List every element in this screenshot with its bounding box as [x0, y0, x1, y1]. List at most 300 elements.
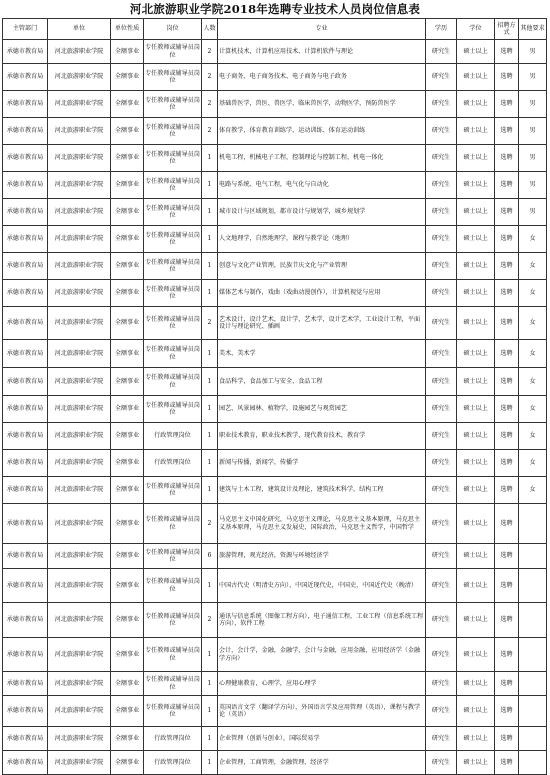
cell-num: 1: [202, 396, 218, 423]
cell-major: 园艺、风景园林、植物学，设施园艺与观赏园艺: [218, 396, 426, 423]
cell-method: 选聘: [495, 172, 519, 199]
cell-post: 专任教师或辅导员岗位: [144, 280, 202, 307]
cell-edu: 研究生: [426, 569, 457, 603]
cell-method: 选聘: [495, 40, 519, 64]
cell-nature: 全额事业: [111, 396, 144, 423]
cell-other: 男: [519, 172, 547, 199]
cell-method: 选聘: [495, 504, 519, 544]
cell-post: 专任教师或辅导员岗位: [144, 638, 202, 672]
cell-dept: 承德市教育局: [3, 569, 48, 603]
cell-method: 选聘: [495, 91, 519, 118]
cell-edu: 研究生: [426, 226, 457, 253]
cell-post: 专任教师或辅导员岗位: [144, 64, 202, 91]
cell-post: 专任教师或辅导员岗位: [144, 307, 202, 340]
cell-nature: 全额事业: [111, 145, 144, 172]
cell-major: 人文地理学，自然地理学，课程与教学论（地理）: [218, 226, 426, 253]
cell-unit: 河北旅游职业学院: [48, 696, 111, 727]
cell-num: 6: [202, 544, 218, 569]
cell-method: 选聘: [495, 340, 519, 368]
cell-method: 选聘: [495, 450, 519, 477]
cell-other: [519, 544, 547, 569]
cell-major: 旅游管理，观光经济，资源与环境经济学: [218, 544, 426, 569]
cell-degree: 硕士以上: [457, 307, 495, 340]
cell-degree: 硕士以上: [457, 672, 495, 696]
table-row: [3, 569, 547, 603]
header-row: [3, 19, 547, 40]
cell-num: 1: [202, 751, 218, 775]
table-body: [3, 40, 547, 775]
cell-num: 1: [202, 340, 218, 368]
cell-degree: 硕士以上: [457, 396, 495, 423]
cell-unit: 河北旅游职业学院: [48, 307, 111, 340]
cell-other: 女: [519, 340, 547, 368]
cell-dept: 承德市教育局: [3, 280, 48, 307]
cell-edu: 研究生: [426, 368, 457, 396]
cell-post: 专任教师或辅导员岗位: [144, 672, 202, 696]
cell-major: 企业管理，工商管理，金融管理，经济学: [218, 751, 426, 775]
cell-major: 食品科学，食品加工与安全、食品工程: [218, 368, 426, 396]
table-row: [3, 118, 547, 145]
cell-degree: 硕士以上: [457, 751, 495, 775]
cell-post: 专任教师或辅导员岗位: [144, 477, 202, 504]
cell-edu: 研究生: [426, 477, 457, 504]
table-row: [3, 423, 547, 450]
cell-edu: 研究生: [426, 145, 457, 172]
cell-nature: 全额事业: [111, 727, 144, 751]
cell-unit: 河北旅游职业学院: [48, 226, 111, 253]
col-header-degree: 学位: [457, 19, 495, 40]
cell-edu: 研究生: [426, 280, 457, 307]
cell-dept: 承德市教育局: [3, 368, 48, 396]
cell-degree: 硕士以上: [457, 64, 495, 91]
cell-post: 行政管理岗位: [144, 751, 202, 775]
cell-num: 1: [202, 368, 218, 396]
cell-degree: 硕士以上: [457, 199, 495, 226]
cell-dept: 承德市教育局: [3, 751, 48, 775]
cell-method: 选聘: [495, 696, 519, 727]
table-row: [3, 504, 547, 544]
cell-degree: 硕士以上: [457, 253, 495, 280]
cell-unit: 河北旅游职业学院: [48, 118, 111, 145]
cell-edu: 研究生: [426, 544, 457, 569]
cell-unit: 河北旅游职业学院: [48, 199, 111, 226]
cell-major: 企业管理（创新与创业），国际贸易学: [218, 727, 426, 751]
cell-edu: 研究生: [426, 751, 457, 775]
cell-post: 专任教师或辅导员岗位: [144, 253, 202, 280]
table-row: [3, 544, 547, 569]
cell-method: 选聘: [495, 672, 519, 696]
col-header-edu: 学历: [426, 19, 457, 40]
table-row: [3, 64, 547, 91]
cell-dept: 承德市教育局: [3, 450, 48, 477]
cell-nature: 全额事业: [111, 569, 144, 603]
cell-dept: 承德市教育局: [3, 199, 48, 226]
cell-num: 2: [202, 307, 218, 340]
table-row: [3, 696, 547, 727]
table-row: [3, 340, 547, 368]
positions-table: [2, 18, 547, 775]
cell-num: 1: [202, 569, 218, 603]
cell-post: 专任教师或辅导员岗位: [144, 40, 202, 64]
cell-method: 选聘: [495, 226, 519, 253]
cell-unit: 河北旅游职业学院: [48, 603, 111, 638]
cell-major: 会计，会计学，金融，金融学，会计与金融，应用金融，应用经济学（金融学方向）: [218, 638, 426, 672]
cell-major: 美术、美术学: [218, 340, 426, 368]
cell-degree: 硕士以上: [457, 569, 495, 603]
cell-num: 1: [202, 638, 218, 672]
col-header-dept: 主管部门: [3, 19, 48, 40]
cell-other: [519, 696, 547, 727]
col-header-major: 专业: [218, 19, 426, 40]
cell-edu: 研究生: [426, 423, 457, 450]
cell-degree: 硕士以上: [457, 603, 495, 638]
cell-method: 选聘: [495, 253, 519, 280]
cell-nature: 全额事业: [111, 340, 144, 368]
cell-nature: 全额事业: [111, 368, 144, 396]
cell-nature: 全额事业: [111, 280, 144, 307]
cell-dept: 承德市教育局: [3, 172, 48, 199]
table-row: [3, 751, 547, 775]
cell-num: 1: [202, 477, 218, 504]
cell-post: 行政管理岗位: [144, 423, 202, 450]
cell-other: [519, 603, 547, 638]
cell-degree: 硕士以上: [457, 544, 495, 569]
cell-nature: 全额事业: [111, 638, 144, 672]
cell-method: 选聘: [495, 396, 519, 423]
cell-dept: 承德市教育局: [3, 603, 48, 638]
cell-unit: 河北旅游职业学院: [48, 751, 111, 775]
cell-other: [519, 504, 547, 544]
cell-dept: 承德市教育局: [3, 727, 48, 751]
cell-other: 女: [519, 368, 547, 396]
cell-method: 选聘: [495, 751, 519, 775]
col-header-method: 招聘方式: [495, 19, 519, 40]
cell-degree: 硕士以上: [457, 504, 495, 544]
cell-edu: 研究生: [426, 91, 457, 118]
cell-edu: 研究生: [426, 638, 457, 672]
cell-method: 选聘: [495, 544, 519, 569]
cell-other: [519, 638, 547, 672]
cell-dept: 承德市教育局: [3, 145, 48, 172]
table-row: [3, 368, 547, 396]
cell-other: 男: [519, 145, 547, 172]
cell-method: 选聘: [495, 145, 519, 172]
cell-other: 男: [519, 199, 547, 226]
cell-dept: 承德市教育局: [3, 396, 48, 423]
cell-other: 男: [519, 40, 547, 64]
cell-dept: 承德市教育局: [3, 477, 48, 504]
table-row: [3, 253, 547, 280]
cell-post: 专任教师或辅导员岗位: [144, 145, 202, 172]
cell-other: [519, 727, 547, 751]
table-row: [3, 638, 547, 672]
cell-method: 选聘: [495, 603, 519, 638]
cell-num: 1: [202, 672, 218, 696]
table-row: [3, 672, 547, 696]
cell-num: 1: [202, 450, 218, 477]
cell-degree: 硕士以上: [457, 696, 495, 727]
cell-num: 2: [202, 603, 218, 638]
table-row: [3, 450, 547, 477]
cell-num: 2: [202, 504, 218, 544]
cell-nature: 全额事业: [111, 253, 144, 280]
cell-method: 选聘: [495, 118, 519, 145]
cell-num: 1: [202, 172, 218, 199]
cell-method: 选聘: [495, 280, 519, 307]
cell-dept: 承德市教育局: [3, 64, 48, 91]
cell-degree: 硕士以上: [457, 340, 495, 368]
cell-method: 选聘: [495, 423, 519, 450]
cell-other: 女: [519, 226, 547, 253]
table-row: [3, 226, 547, 253]
cell-post: 专任教师或辅导员岗位: [144, 172, 202, 199]
cell-unit: 河北旅游职业学院: [48, 638, 111, 672]
cell-degree: 硕士以上: [457, 423, 495, 450]
cell-num: 1: [202, 423, 218, 450]
table-row: [3, 307, 547, 340]
cell-other: [519, 751, 547, 775]
cell-degree: 硕士以上: [457, 727, 495, 751]
cell-other: 女: [519, 253, 547, 280]
cell-major: 机电工程，机械电子工程，控制理论与控制工程，机电一体化: [218, 145, 426, 172]
cell-major: 基础兽医学，兽医、兽医学、临床兽医学，动物医学，预防兽医学: [218, 91, 426, 118]
cell-edu: 研究生: [426, 340, 457, 368]
cell-nature: 全额事业: [111, 477, 144, 504]
cell-major: 城市设计与区域规划，都市设计与规划学，城乡规划学: [218, 199, 426, 226]
cell-dept: 承德市教育局: [3, 544, 48, 569]
cell-method: 选聘: [495, 199, 519, 226]
cell-unit: 河北旅游职业学院: [48, 91, 111, 118]
cell-num: 2: [202, 118, 218, 145]
cell-unit: 河北旅游职业学院: [48, 172, 111, 199]
cell-num: 2: [202, 40, 218, 64]
cell-other: 女: [519, 280, 547, 307]
cell-method: 选聘: [495, 727, 519, 751]
cell-nature: 全额事业: [111, 40, 144, 64]
cell-major: 职业技术教育，职业技术教学，现代教育技术，教育学: [218, 423, 426, 450]
cell-major: 计算机技术，计算机应用技术、计算机软件与理论: [218, 40, 426, 64]
cell-nature: 全额事业: [111, 64, 144, 91]
cell-nature: 全额事业: [111, 118, 144, 145]
cell-nature: 全额事业: [111, 450, 144, 477]
cell-dept: 承德市教育局: [3, 91, 48, 118]
cell-unit: 河北旅游职业学院: [48, 145, 111, 172]
cell-major: 中国古代史（明清史方向）、中国近现代史，中国史，中国近代史（晚清）: [218, 569, 426, 603]
table-row: [3, 145, 547, 172]
cell-num: 1: [202, 727, 218, 751]
cell-method: 选聘: [495, 307, 519, 340]
cell-degree: 硕士以上: [457, 40, 495, 64]
cell-post: 专任教师或辅导员岗位: [144, 603, 202, 638]
cell-num: 2: [202, 91, 218, 118]
cell-unit: 河北旅游职业学院: [48, 340, 111, 368]
cell-nature: 全额事业: [111, 172, 144, 199]
cell-edu: 研究生: [426, 672, 457, 696]
cell-num: 1: [202, 199, 218, 226]
cell-nature: 全额事业: [111, 199, 144, 226]
cell-nature: 全额事业: [111, 672, 144, 696]
cell-major: 体育教学，体育教育训练学，运动训练、体育运动训练: [218, 118, 426, 145]
cell-unit: 河北旅游职业学院: [48, 504, 111, 544]
cell-unit: 河北旅游职业学院: [48, 64, 111, 91]
cell-other: 女: [519, 396, 547, 423]
cell-nature: 全额事业: [111, 423, 144, 450]
cell-major: 新闻与传播，新闻学，传播学: [218, 450, 426, 477]
cell-num: 1: [202, 696, 218, 727]
cell-unit: 河北旅游职业学院: [48, 280, 111, 307]
cell-degree: 硕士以上: [457, 145, 495, 172]
table-row: [3, 477, 547, 504]
cell-degree: 硕士以上: [457, 368, 495, 396]
cell-unit: 河北旅游职业学院: [48, 396, 111, 423]
cell-nature: 全额事业: [111, 696, 144, 727]
cell-edu: 研究生: [426, 199, 457, 226]
cell-edu: 研究生: [426, 307, 457, 340]
cell-method: 选聘: [495, 638, 519, 672]
cell-major: 建筑与土木工程，建筑设计及理论，建筑技术科学，结构工程: [218, 477, 426, 504]
cell-num: 1: [202, 145, 218, 172]
cell-num: 1: [202, 253, 218, 280]
col-header-num: 人数: [202, 19, 218, 40]
cell-nature: 全额事业: [111, 91, 144, 118]
cell-edu: 研究生: [426, 396, 457, 423]
cell-unit: 河北旅游职业学院: [48, 450, 111, 477]
cell-dept: 承德市教育局: [3, 423, 48, 450]
cell-other: 女: [519, 307, 547, 340]
cell-unit: 河北旅游职业学院: [48, 544, 111, 569]
cell-degree: 硕士以上: [457, 226, 495, 253]
cell-post: 专任教师或辅导员岗位: [144, 396, 202, 423]
cell-degree: 硕士以上: [457, 477, 495, 504]
col-header-post: 岗位: [144, 19, 202, 40]
cell-post: 专任教师或辅导员岗位: [144, 91, 202, 118]
cell-post: 专任教师或辅导员岗位: [144, 340, 202, 368]
table-row: [3, 396, 547, 423]
cell-edu: 研究生: [426, 727, 457, 751]
cell-dept: 承德市教育局: [3, 696, 48, 727]
cell-dept: 承德市教育局: [3, 504, 48, 544]
cell-edu: 研究生: [426, 253, 457, 280]
cell-edu: 研究生: [426, 64, 457, 91]
cell-dept: 承德市教育局: [3, 672, 48, 696]
cell-post: 专任教师或辅导员岗位: [144, 569, 202, 603]
cell-major: 媒体艺术与制作，戏曲（戏曲动漫创作），计算机视觉与应用: [218, 280, 426, 307]
cell-other: 男: [519, 64, 547, 91]
cell-unit: 河北旅游职业学院: [48, 423, 111, 450]
cell-method: 选聘: [495, 569, 519, 603]
cell-nature: 全额事业: [111, 504, 144, 544]
cell-num: 1: [202, 280, 218, 307]
cell-edu: 研究生: [426, 450, 457, 477]
cell-edu: 研究生: [426, 118, 457, 145]
cell-unit: 河北旅游职业学院: [48, 253, 111, 280]
cell-unit: 河北旅游职业学院: [48, 672, 111, 696]
table-row: [3, 280, 547, 307]
cell-degree: 硕士以上: [457, 118, 495, 145]
cell-edu: 研究生: [426, 696, 457, 727]
cell-nature: 全额事业: [111, 307, 144, 340]
cell-nature: 全额事业: [111, 751, 144, 775]
cell-other: [519, 569, 547, 603]
table-row: [3, 199, 547, 226]
cell-major: 创意与文化产业管理，民族节庆文化与产业管理: [218, 253, 426, 280]
cell-major: 电子商务、电子商务技术、电子商务与电子政务: [218, 64, 426, 91]
cell-major: 电路与系统、电气工程，电气化与自动化: [218, 172, 426, 199]
cell-other: 女: [519, 450, 547, 477]
cell-nature: 全额事业: [111, 603, 144, 638]
cell-dept: 承德市教育局: [3, 226, 48, 253]
cell-num: 2: [202, 64, 218, 91]
cell-post: 专任教师或辅导员岗位: [144, 226, 202, 253]
cell-dept: 承德市教育局: [3, 40, 48, 64]
cell-dept: 承德市教育局: [3, 638, 48, 672]
cell-dept: 承德市教育局: [3, 118, 48, 145]
cell-other: [519, 672, 547, 696]
cell-post: 专任教师或辅导员岗位: [144, 544, 202, 569]
cell-major: 英国语言文学（翻译学方向），外国语言学及应用管理（英语），课程与教学论（英语）: [218, 696, 426, 727]
cell-post: 行政管理岗位: [144, 450, 202, 477]
cell-other: 女: [519, 423, 547, 450]
cell-method: 选聘: [495, 477, 519, 504]
cell-post: 专任教师或辅导员岗位: [144, 504, 202, 544]
cell-edu: 研究生: [426, 40, 457, 64]
table-row: [3, 172, 547, 199]
cell-unit: 河北旅游职业学院: [48, 40, 111, 64]
table-row: [3, 40, 547, 64]
cell-major: 心理健康教育，心理学，应用心理学: [218, 672, 426, 696]
cell-nature: 全额事业: [111, 226, 144, 253]
cell-major: 马克思主义中国化研究，马克思主义理论，马克思主义基本原理，马克思主义基本原理，马克思主义发展史，国际政治，马克思主义哲学，中国哲学: [218, 504, 426, 544]
cell-degree: 硕士以上: [457, 172, 495, 199]
cell-other: 男: [519, 91, 547, 118]
cell-edu: 研究生: [426, 172, 457, 199]
col-header-unit: 单位: [48, 19, 111, 40]
col-header-other: 其他要求: [519, 19, 547, 40]
table-row: [3, 91, 547, 118]
cell-post: 行政管理岗位: [144, 727, 202, 751]
cell-other: 男: [519, 118, 547, 145]
cell-degree: 硕士以上: [457, 638, 495, 672]
cell-degree: 硕士以上: [457, 91, 495, 118]
cell-degree: 硕士以上: [457, 450, 495, 477]
cell-major: 艺术设计，设计艺术，设计学，艺术学，设计艺术学，工业设计工程，平面设计与理论研究、插画: [218, 307, 426, 340]
cell-dept: 承德市教育局: [3, 253, 48, 280]
cell-unit: 河北旅游职业学院: [48, 569, 111, 603]
cell-major: 通讯与信息系统（图像工程方向），电子通信工程，工业工程（信息系统工程方向），软件工程: [218, 603, 426, 638]
cell-dept: 承德市教育局: [3, 307, 48, 340]
cell-other: 女: [519, 477, 547, 504]
cell-unit: 河北旅游职业学院: [48, 368, 111, 396]
cell-edu: 研究生: [426, 603, 457, 638]
cell-method: 选聘: [495, 64, 519, 91]
table-row: [3, 603, 547, 638]
cell-num: 1: [202, 226, 218, 253]
cell-post: 专任教师或辅导员岗位: [144, 368, 202, 396]
cell-unit: 河北旅游职业学院: [48, 727, 111, 751]
table-row: [3, 727, 547, 751]
cell-unit: 河北旅游职业学院: [48, 477, 111, 504]
cell-dept: 承德市教育局: [3, 340, 48, 368]
col-header-nature: 单位性质: [111, 19, 144, 40]
cell-post: 专任教师或辅导员岗位: [144, 118, 202, 145]
cell-post: 专任教师或辅导员岗位: [144, 696, 202, 727]
cell-degree: 硕士以上: [457, 280, 495, 307]
cell-edu: 研究生: [426, 504, 457, 544]
document-title: 河北旅游职业学院2018年选聘专业技术人员岗位信息表: [129, 2, 421, 16]
cell-nature: 全额事业: [111, 544, 144, 569]
cell-method: 选聘: [495, 368, 519, 396]
cell-post: 专任教师或辅导员岗位: [144, 199, 202, 226]
